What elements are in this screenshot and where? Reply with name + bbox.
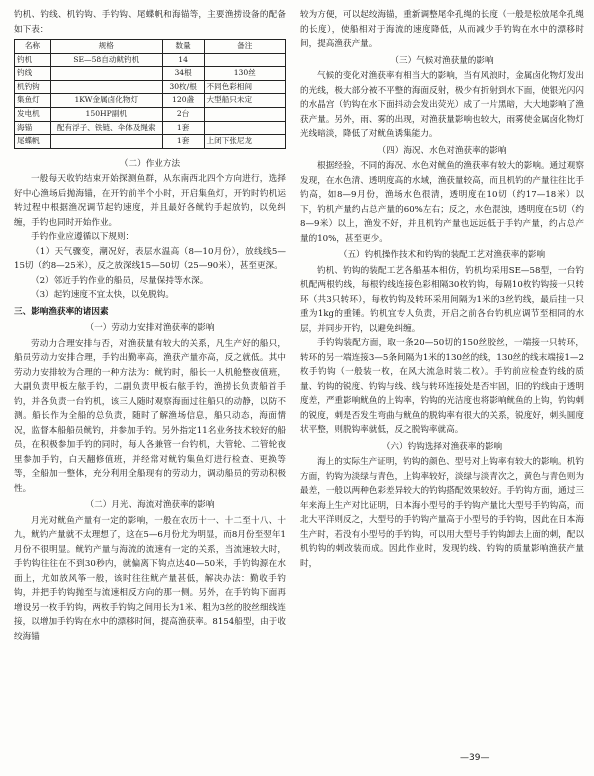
table-header-row xyxy=(15,40,286,54)
equipment-table xyxy=(14,39,286,149)
table-cell: 1套 xyxy=(162,121,204,135)
table-cell: 海锚 xyxy=(15,121,51,135)
rule-item: （1）天气骤变，潮况好，表层水温高（8—10月份），放线线5—15切（约8—25米），反之放深线15—50切（25—90米），甚至更深。 xyxy=(14,246,286,272)
table-row xyxy=(15,94,286,108)
body-paragraph: 根据经验，不同的海况、水色对鱿鱼的渔获率有较大的影响。通过观察发现，在水色清、透明度高的水域，渔获量较高，而且机钓的产量往往比手钓高，如8—9月份，渔场水色很清，透明度在10切（约17—18米）以下，钓机产量约占总产量的60%左右；反之，水色混浊，透明度在5切（约8—9米）以上，渔发不好，并且机钓产量也远远低于手钓产量，约占总产量的10%，甚至更少。 xyxy=(300,161,584,244)
subsection-heading-labor: （一）劳动力安排对渔获率的影响 xyxy=(85,323,215,334)
table-cell: 34根 xyxy=(162,67,204,81)
table-cell xyxy=(204,53,285,67)
body-paragraph: 手钓作业应遵循以下规则： xyxy=(31,232,135,243)
table-cell xyxy=(50,135,162,149)
table-cell: 集鱼灯 xyxy=(15,94,51,108)
table-cell: 130丝 xyxy=(204,67,285,81)
body-paragraph: 较为方便，可以起绞海锚，重新调整尾伞孔绳的长度（一般是松放尾伞孔绳的长度），使船相对于海流的速度降低，从而减少手钓钩在水中的漂移时间，提高渔获产量。 xyxy=(300,10,584,49)
table-cell: 钓机 xyxy=(15,53,51,67)
subsection-heading-sea-water-color: （四）海况、水色对渔获率的影响 xyxy=(377,145,507,156)
section-heading-operation-method: （二）作业方法 xyxy=(119,158,181,169)
table-header-cell: 名称 xyxy=(15,40,51,54)
subsection-heading-weather: （三）气候对渔获量的影响 xyxy=(390,55,494,66)
table-cell: SE—58自动鱿钓机 xyxy=(50,53,162,67)
table-cell: 不同色彩相间 xyxy=(204,80,285,94)
subsection-heading-jigging-technique: （五）钓机操作技术和钓钩的装配工艺对渔获率的影响 xyxy=(338,250,546,260)
table-row xyxy=(15,80,286,94)
table-row xyxy=(15,135,286,149)
table-cell: 机钓钩 xyxy=(15,80,51,94)
body-paragraph: 手钓钩装配方面，取一条20—50切的150丝胶丝，一端接一只转环，转环的另一端连接3—5条间隔为1米的130丝的线，130丝的线末端接1—2枚手钓钩（一般装一枚，在风大流急时装二枚）。手钓前应检查钓线的质量、钓钩的锐度、钓钩与线、线与转环连接处是否牢固，旧的钓线由于透明度差，严重影响鱿鱼的上钩率，钓钩的光洁度也将影响鱿鱼的上钩，钓钩刺的锐度，刺是否发生弯曲与鱿鱼的脱钩率有很大的关系，锐度好，刺头圆度状平整，则脱钩率就低，反之脱钩率就高。 xyxy=(300,338,584,435)
table-header-cell: 规格 xyxy=(50,40,162,54)
table-cell: 发电机 xyxy=(15,107,51,121)
table-row xyxy=(15,121,286,135)
table-header-cell: 数量 xyxy=(162,40,204,54)
subsection-heading-moonlight-current: （二）月光、海流对渔获率的影响 xyxy=(85,500,215,511)
table-cell xyxy=(50,67,162,81)
table-cell: 1套 xyxy=(162,135,204,149)
body-paragraph: 月光对鱿鱼产量有一定的影响，一般在农历十一、十二至十八、十九，鱿钓产量就不太理想了，这在5—6月份尤为明显，而8月份至翌年1月份不很明显。鱿钓产量与海流的流速有一定的关系，当流速较大时，手钓钩往往在不到30秒内，就偏离下钩点达40—50米，手钓钩源在水面上，尤如放风筝一般，该时往往鱿产量甚低，解决办法：勤收手钓钩，并把手钓钩抛至与流速相反方向的那一侧。另外，在手钓钩下面再增设另一枚手钓钩，两枚手钓钩之间用长为1米、粗为3丝的胶丝细线连接，以增加手钓钩在水中的漂移时间，提高渔获率。8154船型，由于收绞海锚 xyxy=(14,515,286,642)
section-heading-factors: 三、影响渔获率的诸因素 xyxy=(14,306,109,317)
table-cell: 1KW金属卤化物灯 xyxy=(50,94,162,108)
table-cell: 14 xyxy=(162,53,204,67)
right-column xyxy=(300,8,584,571)
table-cell: 120盏 xyxy=(162,94,204,108)
left-column xyxy=(14,8,286,644)
subsection-heading-hook-selection: （六）钓钩选择对渔获率的影响 xyxy=(381,441,503,452)
table-cell: 30枚/根 xyxy=(162,80,204,94)
body-paragraph: 海上的实际生产证明，钓钩的颜色、型号对上钩率有较大的影响。机钓方面，钓钩为淡绿与青色，上钩率较好，淡绿与淡青次之，黄色与青色则为最差，一般以两种色彩差异较大的钓钩搭配效果较好。手钓钩方面，通过三年来海上生产对比证明，日本海小型号的手钓钩产量比大型号手钓钩高，而北大平洋则反之，大型号的手钓钩产量高于小型号的手钓钩，因此在日本海生产时，若没有小型号的手钓钩，可以用大型号手钓钩卸去上面的刺，配以机钓钩的刺改装而成。因此作业时，发现钓线、钓钩的质量影响渔获产量时， xyxy=(300,457,584,569)
body-paragraph: 钓机、钓钩的装配工艺各船基本相仿，钓机均采用SE—58型，一台钓机配两根钓线，每根钓线连接色彩相隔30枚钓钩，每隔10枚钓钩接一只转环（共3只转环），每枚钓钩及转环采用间隔为1米的3丝钓线，最后挂一只重为1kg的重锤。钓机宜专人负责，开启之前各台钓机应调节至相同的水层，并同步开钓，以避免纠缠。 xyxy=(300,265,584,334)
table-row xyxy=(15,67,286,81)
body-paragraph: 气候的变化对渔获率有相当大的影响，当有风浪时，金属卤化物灯发出的光线，极大部分被不平整的海面反射，极少有折射到水下面，使银光闪闪的水晶宫（钓钩在水下面抖动会发出荧光）成了一片黑暗，大大地影响了渔获产量。另外，雨、雾的出现，对渔获量影响也较大，雨雾使金属卤化物灯光线暗淡，降低了对鱿鱼诱集能力。 xyxy=(300,71,584,139)
body-paragraph: 劳动力合理安排与否，对渔获量有较大的关系，凡生产好的船只，船员劳动力安排合理，手钓出勤率高，渔获产量亦高，反之就低。其中劳动力安排较为合理的一种方法为：鱿钓时，船长一人机舱整夜值班，大副负责甲板左舷手钓，二副负责甲板右舷手钓，渔捞长负责船首手钓，并各负责一台钓机，该三人随时观察海面过往船只的动静，以防不测。船长作为全船的总负责，随时了解渔场信息，船只动态，海面情况，监督本船船员鱿钓，并参加手钓。另外指定11名业务技术较好的船员，在积极参加手钓的同时，每人各兼管一台钓机，大管轮、二管轮夜里参加手钓，白天翻修值班，并经常对鱿钓集鱼灯进行检查、更换等等，全船加一整体，充分利用全船现有的劳动力，调动船员的劳动积极性。 xyxy=(14,338,286,494)
intro-paragraph: 钓机、钓线、机钓钩、手钓钩、尾蝶帆和海锚等，主要渔捞设备的配备如下表： xyxy=(14,10,286,35)
table-cell xyxy=(50,80,162,94)
table-cell: 配有浮子、铁链、伞体及绳索 xyxy=(50,121,162,135)
body-paragraph: 一般每天收钓结束开始探测鱼群，从东南西北四个方向进行，选择好中心渔场后抛海锚，在开钓前半个小时，开启集鱼灯，开钓时钓机运转过程中根据渔况调节起钓速度，并且最好各鱿钓手起放钓，以免纠缠，手钓也同时开始作业。 xyxy=(14,174,286,228)
rule-item: （3）起钓速度不宜太快，以免脱钩。 xyxy=(31,290,174,301)
page-number: —39— xyxy=(460,753,490,763)
table-cell: 尾蝶帆 xyxy=(15,135,51,149)
table-row xyxy=(15,107,286,121)
table-cell: 上闭下张尼龙 xyxy=(204,135,285,149)
table-cell xyxy=(204,121,285,135)
table-row xyxy=(15,53,286,67)
table-cell: 钓线 xyxy=(15,67,51,81)
rule-item: （2）邻近手钓作业的船员，尽量保持等水深。 xyxy=(31,275,209,286)
table-cell: 2台 xyxy=(162,107,204,121)
table-cell: 150HP副机 xyxy=(50,107,162,121)
table-header-cell: 备注 xyxy=(204,40,285,54)
table-cell: 大型船只未定 xyxy=(204,94,285,108)
table-cell xyxy=(204,107,285,121)
